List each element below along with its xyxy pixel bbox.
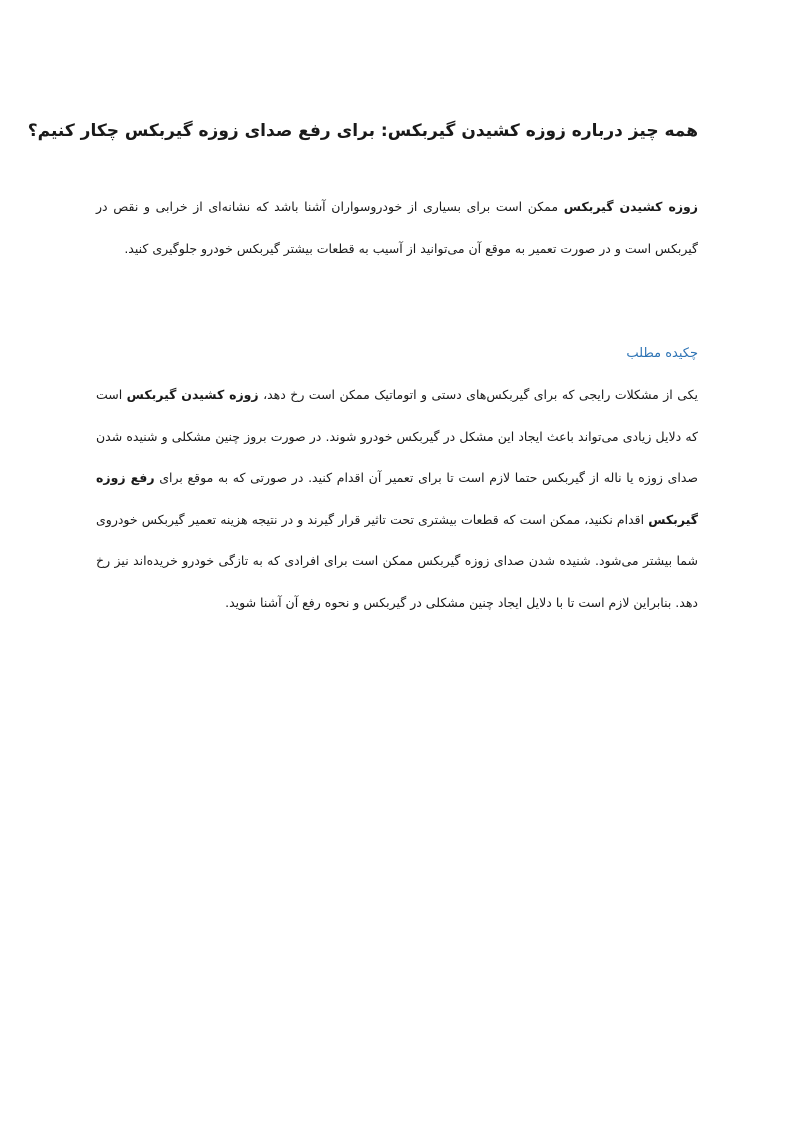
summary-bold-2: رفع زوزه گیربکس [96, 470, 698, 527]
summary-text-3: اقدام نکنید، ممکن است که قطعات بیشتری تحت تاثیر قرار گیرند و در نتیجه هزینه تعمیر گیربکس خودروی شما بیشتر می‌شود. شنیده شدن صدای زوزه گیربکس ممکن است برای افرادی که به تازگی خودرو خریده‌اند نیز رخ دهد. بنابراین لازم است تا با دلایل ایجاد چنین مشکلی در گیربکس و نحوه رفع آن آشنا شوید. [96, 511, 698, 610]
summary-bold-1: زوزه کشیدن گیربکس [126, 387, 259, 402]
summary-text-2: است که دلایل زیادی می‌تواند باعث ایجاد این مشکل در گیربکس خودرو شوند. در صورت بروز چنین مشکلی و شنیده شدن صدای زوزه یا ناله از گیربکس حتما لازم است تا برای تعمیر آن اقدام کنید. در صورتی که به موقع برای [96, 387, 699, 485]
intro-text: ممکن است برای بسیاری از خودروسواران آشنا باشد که نشانه‌ای از خرابی و نقص در گیربکس است و در صورت تعمیر به موقع آن می‌توانید از آسیب به قطعات بیشتر گیربکس خودرو جلوگیری کنید. [96, 199, 698, 256]
intro-bold-lead: زوزه کشیدن گیربکس [563, 199, 698, 214]
page-title: همه چیز درباره زوزه کشیدن گیربکس: برای رفع صدای زوزه گیربکس چکار کنیم؟ [27, 121, 698, 141]
summary-paragraph [96, 374, 698, 623]
section-heading-summary: چکیده مطلب [626, 346, 698, 361]
intro-paragraph [96, 186, 698, 269]
summary-text-1: یکی از مشکلات رایجی که برای گیربکس‌های دستی و اتوماتیک ممکن است رخ دهد، [258, 387, 698, 402]
